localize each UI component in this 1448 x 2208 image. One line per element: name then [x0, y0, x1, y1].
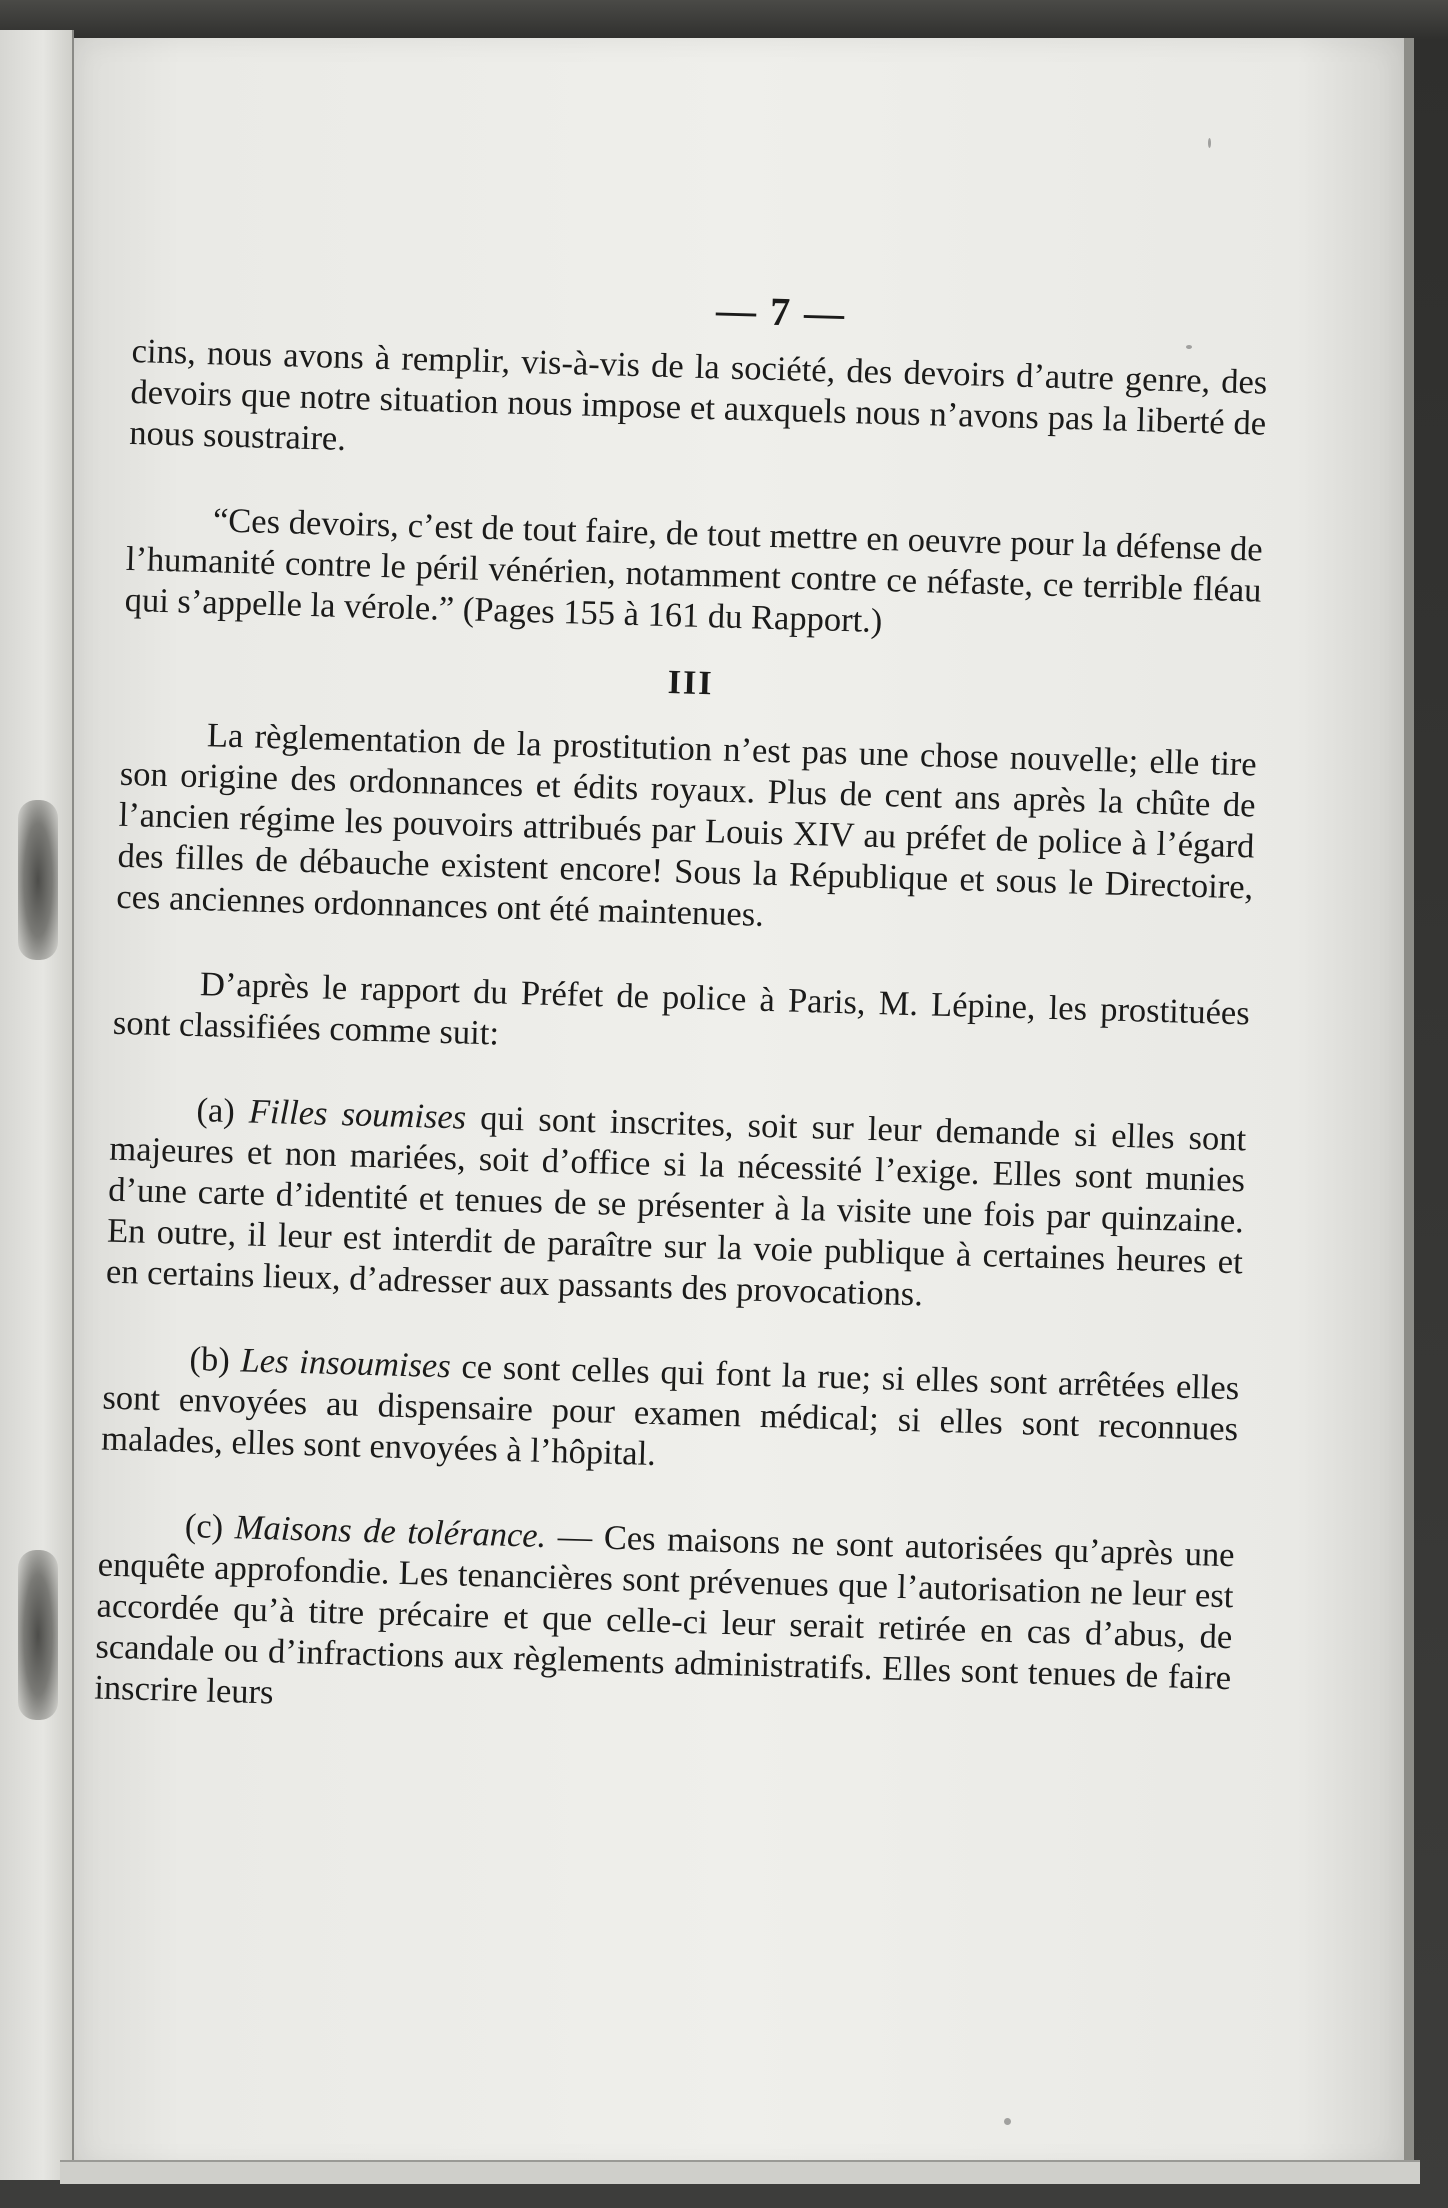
- item-term: Les insoumises: [240, 1341, 452, 1386]
- list-item: [94, 1504, 1235, 1741]
- item-text: — Ces maisons ne sont autorisées qu’après une enquête approfondie. Les tenancières sont prévenues que l’autorisation ne leur est accordée qu’à titre précaire et que celle-ci leur serait retirée en cas d’abus, de scandale ou d’infractions aux règlements administratifs. Elles sont tenues de faire inscrire leurs: [93, 1517, 1236, 1712]
- list-item: [101, 1337, 1240, 1492]
- item-marker: (c): [184, 1506, 224, 1546]
- page-number: — 7 —: [715, 287, 847, 336]
- page-bottom-edge: [60, 2160, 1420, 2184]
- paragraph: cins, nous avons à remplir, vis-à-vis de la société, des devoirs d’autre genre, des devoirs que notre situation nous impose et auxquels nous n’avons pas la liberté de nous soustraire.: [128, 331, 1268, 458]
- paragraph: La règlementation de la prostitution n’est pas une chose nouvelle; elle tire son origine des ordonnances et édits royaux. Plus de cent ans après la chûte de l’ancien régime les pouvoirs attribués par Louis XIV au préfet de police à l’égard des filles de débauche existent encore! Sous la République et sous le Directoire, ces anciennes ordonnances ont été maintenues.: [115, 716, 1258, 934]
- dust-speck: [1004, 2118, 1011, 2125]
- list-item: [105, 1088, 1246, 1325]
- item-term: Maisons de tolérance.: [234, 1508, 547, 1555]
- section-heading: III: [667, 664, 715, 703]
- paragraph: “Ces devoirs, c’est de tout faire, de tout mettre en oeuvre pour la défense de l’humanité contre le péril vénérien, notamment contre ce néfaste, ce terrible fléau qui s’appelle la vérole.” (Pages 155 à 161 du Rapport.): [124, 501, 1264, 641]
- item-term: Filles soumises: [248, 1092, 467, 1137]
- page-text: [94, 270, 1270, 1740]
- item-marker: (b): [189, 1339, 231, 1380]
- dust-speck: [1208, 138, 1211, 148]
- item-marker: (a): [196, 1091, 236, 1131]
- item-text: qui sont inscrites, soit sur leur demande si elles sont majeures et non mariées, soit d’office si la nécessité l’exige. Elles sont munies d’une carte d’identité et tenues de se présenter à la visite une fois par quinzaine. En outre, il leur est interdit de paraître sur la voie publique à certaines heures et en certains lieux, d’adresser aux passants des provocations.: [105, 1098, 1247, 1314]
- binding-hole-mark: [18, 800, 58, 960]
- item-text: ce sont celles qui font la rue; si elles sont arrêtées elles sont envoyées au dispensaire pour examen médical; si elles sont reconnues malades, elles sont envoyées à l’hôpital.: [100, 1347, 1240, 1474]
- facing-page-edge: [0, 30, 74, 2180]
- paragraph: D’après le rapport du Préfet de police à Paris, M. Lépine, les prostituées sont classifiées comme suit:: [112, 965, 1251, 1053]
- binding-hole-mark: [18, 1550, 58, 1720]
